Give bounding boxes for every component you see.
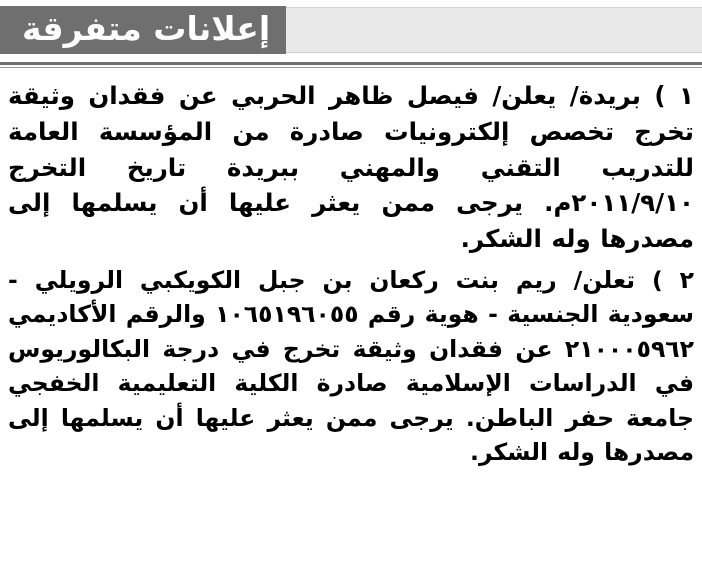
page-header [0,0,702,62]
announcement-text: ١ ) بريدة/ يعلن/ فيصل ظاهر الحربي عن فقدان وثيقة تخرج تخصص إلكترونيات صادرة من المؤسسة العامة للتدريب التقني والمهني ببريدة تاريخ التخرج ٢٠١١/٩/١٠م. يرجى ممن يعثر عليها أن يسلمها إلى مصدرها وله الشكر. [8,81,694,254]
page-title: إعلانات متفرقة [22,8,271,48]
header-divider [0,62,702,65]
announcements-list [0,68,702,482]
header-title-block [0,6,286,54]
header-decorative-bar [286,7,702,53]
announcement-item [8,78,694,257]
announcement-item [8,263,694,470]
announcement-text: ٢ ) تعلن/ ريم بنت ركعان بن جبل الكويكبي الرويلي - سعودية الجنسية - هوية رقم ١٠٦٥١٩٦٠٥٥ والرقم الأكاديمي ٢١٠٠٠٥٩٦٢ عن فقدان وثيقة تخرج في درجة البكالوريوس في الدراسات الإسلامية صادرة الكلية التعليمية الخفجي جامعة حفر الباطن. يرجى ممن يعثر عليها أن يسلمها إلى مصدرها وله الشكر. [8,265,694,467]
